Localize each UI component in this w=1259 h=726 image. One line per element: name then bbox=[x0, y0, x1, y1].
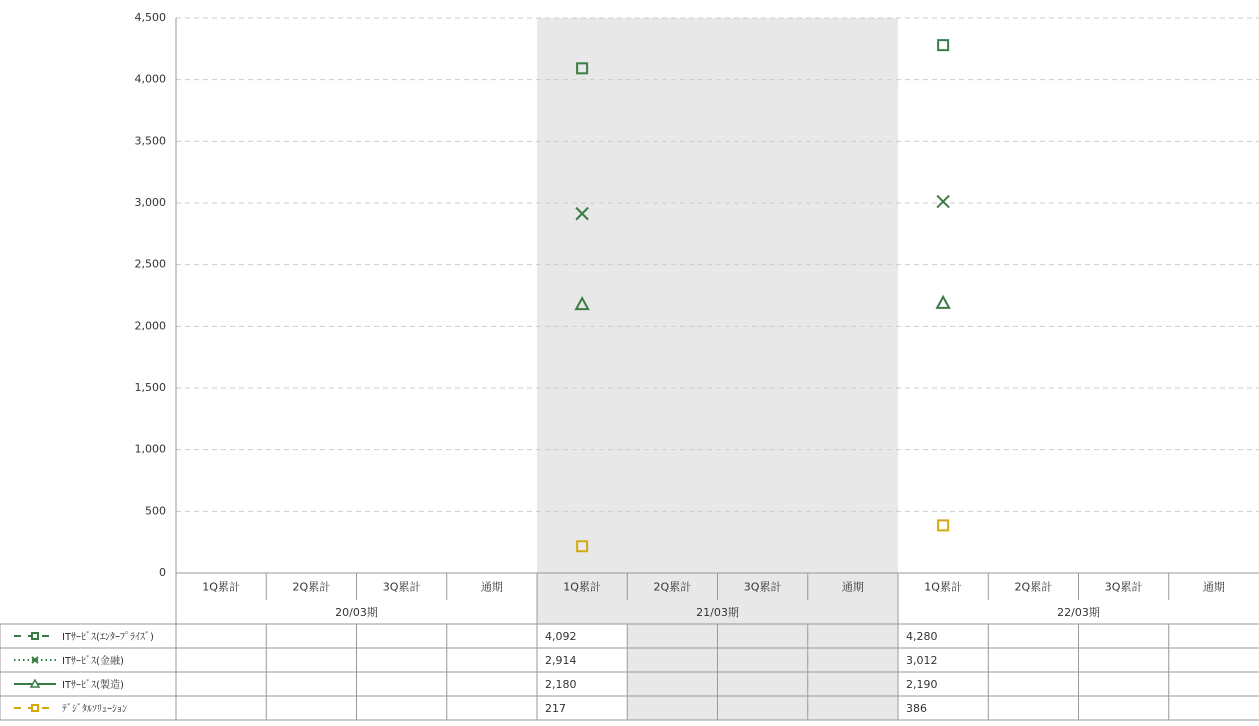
data-label: 4,092 bbox=[545, 630, 577, 643]
legend-label: ITｻｰﾋﾞｽ(ｴﾝﾀｰﾌﾟﾗｲｽﾞ) bbox=[62, 632, 154, 643]
data-label: 4,280 bbox=[906, 630, 938, 643]
y-tick-label: 500 bbox=[145, 504, 166, 518]
quarter-label: 3Q累計 bbox=[382, 580, 421, 594]
quarter-label: 1Q累計 bbox=[924, 580, 962, 594]
highlight-band bbox=[537, 18, 898, 573]
legend-marker bbox=[31, 680, 39, 687]
quarter-label: 2Q累計 bbox=[1014, 580, 1053, 594]
legend-label: ﾃﾞｼﾞﾀﾙｿﾘｭｰｼｮﾝ bbox=[62, 704, 127, 715]
quarter-label: 3Q累計 bbox=[1104, 580, 1143, 594]
data-label: 2,180 bbox=[545, 678, 577, 691]
y-tick-label: 2,500 bbox=[134, 257, 166, 271]
period-label: 20/03期 bbox=[335, 606, 378, 619]
quarter-label: 通期 bbox=[1202, 580, 1225, 594]
y-tick-label: 1,000 bbox=[134, 442, 166, 456]
y-tick-label: 2,000 bbox=[134, 319, 166, 333]
y-tick-label: 4,500 bbox=[134, 11, 166, 24]
quarter-label: 2Q累計 bbox=[653, 580, 692, 594]
y-tick-label: 3,500 bbox=[134, 134, 166, 148]
y-tick-label: 0 bbox=[159, 566, 166, 579]
quarter-label: 1Q累計 bbox=[202, 580, 240, 594]
quarter-label: 通期 bbox=[841, 580, 864, 594]
legend-label: ITｻｰﾋﾞｽ(金融) bbox=[62, 656, 124, 667]
data-label: 386 bbox=[906, 702, 927, 715]
period-label: 21/03期 bbox=[696, 606, 739, 619]
y-tick-label: 1,500 bbox=[134, 381, 166, 394]
quarter-label: 通期 bbox=[480, 580, 503, 594]
data-label: 2,914 bbox=[545, 654, 577, 667]
data-point bbox=[937, 297, 949, 308]
y-tick-label: 4,000 bbox=[134, 72, 166, 86]
quarter-label: 3Q累計 bbox=[743, 580, 782, 594]
legend-marker bbox=[32, 705, 38, 711]
legend-marker bbox=[32, 633, 38, 639]
data-point bbox=[938, 520, 948, 530]
y-tick-label: 3,000 bbox=[134, 196, 166, 209]
data-point bbox=[938, 40, 948, 50]
quarter-label: 1Q累計 bbox=[563, 580, 601, 594]
data-label: 3,012 bbox=[906, 654, 938, 667]
period-label: 22/03期 bbox=[1057, 606, 1100, 619]
quarter-label: 2Q累計 bbox=[292, 580, 331, 594]
data-label: 217 bbox=[545, 702, 566, 715]
data-label: 2,190 bbox=[906, 678, 938, 691]
data-point bbox=[937, 196, 949, 208]
legend-label: ITｻｰﾋﾞｽ(製造) bbox=[62, 680, 124, 691]
